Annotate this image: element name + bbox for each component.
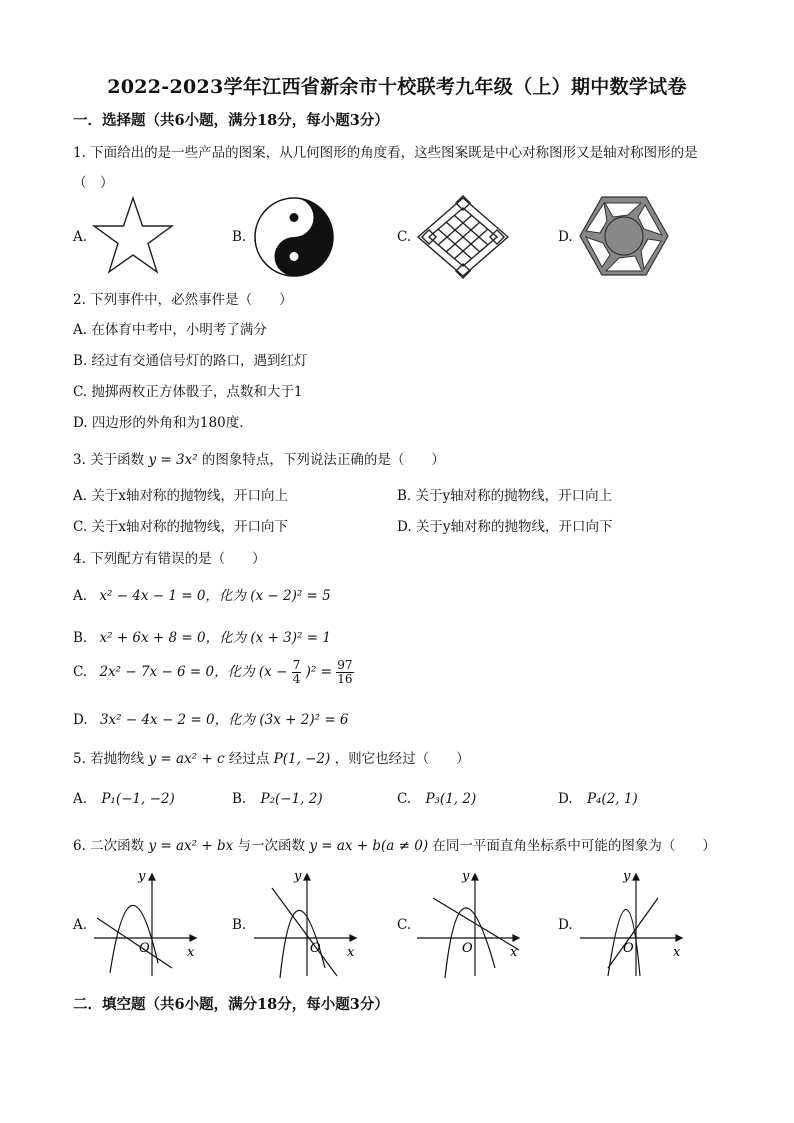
q4-stem: 4. 下列配方有错误的是（ ） bbox=[73, 551, 266, 567]
q1-option-a-label: A. bbox=[73, 229, 88, 245]
q6-a-x-label: x bbox=[187, 945, 195, 960]
q5-option-d-label: D. bbox=[558, 791, 573, 807]
q5-option-c-point: P₃(1, 2) bbox=[425, 791, 477, 807]
q6-option-d-label: D. bbox=[558, 917, 573, 933]
q4-option-c-expr-pre: 2x² − 7x − 6 = 0，化为 (x − bbox=[99, 664, 288, 680]
q4-option-c-fraction-1: $\frac{7}{4}$ bbox=[292, 658, 301, 686]
q5-option-d bbox=[558, 791, 638, 807]
q4-option-c-expr-mid: )² = bbox=[305, 664, 332, 680]
q5-option-b bbox=[232, 791, 323, 807]
q5-stem-mid: 经过点 bbox=[228, 751, 270, 767]
q3-function-expr: y = 3x² bbox=[148, 452, 198, 468]
q4-option-c-label: C. bbox=[73, 664, 88, 680]
q3-stem-post: 的图象特点，下列说法正确的是（ ） bbox=[201, 452, 445, 468]
q2-option-c: C. 抛掷两枚正方体骰子，点数和大于1 bbox=[73, 384, 303, 400]
q6-b-origin-label: O bbox=[310, 941, 321, 956]
q3-option-d: D. 关于y轴对称的抛物线，开口向下 bbox=[397, 519, 613, 535]
q5-option-c bbox=[397, 791, 476, 807]
q2-option-d: D. 四边形的外角和为180度． bbox=[73, 415, 253, 431]
q5-option-b-point: P₂(−1, 2) bbox=[260, 791, 323, 807]
q4-option-b bbox=[73, 626, 331, 646]
q3-option-b: B. 关于y轴对称的抛物线，开口向上 bbox=[397, 488, 613, 504]
q1-option-c-label: C. bbox=[397, 229, 412, 245]
q6-c-x-label: x bbox=[510, 945, 518, 960]
q3-option-a: A. 关于x轴对称的抛物线，开口向上 bbox=[73, 488, 288, 504]
q6-option-b-label: B. bbox=[232, 917, 247, 933]
q5-option-d-point: P₄(2, 1) bbox=[586, 791, 638, 807]
q2-option-a: A. 在体育中考中，小明考了满分 bbox=[73, 322, 267, 338]
q4-option-a-expr: x² − 4x − 1 = 0，化为 (x − 2)² = 5 bbox=[99, 588, 331, 604]
q4-option-d-expr: 3x² − 4x − 2 = 0，化为 (3x + 2)² = 6 bbox=[99, 712, 349, 728]
yin-yang-icon bbox=[253, 196, 335, 278]
q6-option-a-label: A. bbox=[73, 917, 88, 933]
q1-blank: （ ） bbox=[73, 175, 114, 191]
q6-a-y-label: y bbox=[138, 869, 146, 884]
q5-option-b-label: B. bbox=[232, 791, 247, 807]
q5-option-a-label: A. bbox=[73, 791, 88, 807]
q4-option-d-label: D. bbox=[73, 712, 88, 728]
q1-stem: 1. 下面给出的是一些产品的图案，从几何图形的角度看，这些图案既是中心对称图形又是轴对称图形的是 bbox=[73, 145, 698, 161]
section-header-choice: 一．选择题（共6小题，满分18分，每小题3分） bbox=[73, 112, 389, 129]
q6-b-x-label: x bbox=[347, 945, 355, 960]
q6-stem-mid: 与一次函数 bbox=[237, 838, 306, 854]
q6-a-origin-label: O bbox=[139, 941, 150, 956]
chinese-knot-icon bbox=[415, 195, 511, 279]
q5-point-p: P(1, −2) bbox=[273, 751, 331, 767]
q6-stem-pre: 6. 二次函数 bbox=[73, 838, 145, 854]
q6-c-y-label: y bbox=[462, 869, 470, 884]
q4-option-a-label: A. bbox=[73, 588, 88, 604]
hexagon-pinwheel-icon bbox=[578, 195, 670, 277]
q4-option-c-fraction-2: $\frac{97}{16}$ bbox=[337, 658, 353, 686]
q6-graph-d bbox=[578, 868, 688, 980]
q6-d-origin-label: O bbox=[623, 941, 634, 956]
q6-d-x-label: x bbox=[673, 945, 681, 960]
q5-option-a-point: P₁(−1, −2) bbox=[101, 791, 175, 807]
q5-option-a bbox=[73, 791, 175, 807]
q4-option-b-expr: x² + 6x + 8 = 0，化为 (x + 3)² = 1 bbox=[99, 630, 331, 646]
q4-option-d bbox=[73, 708, 349, 728]
q3-option-c: C. 关于x轴对称的抛物线，开口向下 bbox=[73, 519, 289, 535]
q6-linear-expr: y = ax + b(a ≠ 0) bbox=[309, 838, 429, 854]
q6-stem bbox=[73, 834, 716, 854]
q1-option-d-label: D. bbox=[558, 229, 573, 245]
q6-graph-c bbox=[415, 868, 525, 980]
q6-graph-b bbox=[252, 868, 362, 980]
q4-option-c bbox=[73, 659, 354, 686]
q6-c-origin-label: O bbox=[462, 941, 473, 956]
page-title: 2022-2023学年江西省新余市十校联考九年级（上）期中数学试卷 bbox=[107, 76, 687, 98]
q6-b-y-label: y bbox=[294, 869, 302, 884]
q5-function-expr: y = ax² + c bbox=[148, 751, 225, 767]
q6-quadratic-expr: y = ax² + bx bbox=[148, 838, 234, 854]
q5-stem bbox=[73, 747, 470, 767]
q5-stem-post: ，则它也经过（ ） bbox=[334, 751, 470, 767]
q5-stem-pre: 5. 若抛物线 bbox=[73, 751, 145, 767]
q5-option-c-label: C. bbox=[397, 791, 412, 807]
q2-stem: 2. 下列事件中，必然事件是（ ） bbox=[73, 292, 293, 308]
q4-option-b-label: B. bbox=[73, 630, 88, 646]
q6-option-c-label: C. bbox=[397, 917, 412, 933]
q6-graph-a bbox=[92, 868, 202, 980]
q4-option-a bbox=[73, 584, 331, 604]
q3-stem-pre: 3. 关于函数 bbox=[73, 452, 145, 468]
q6-d-y-label: y bbox=[623, 869, 631, 884]
q6-stem-post: 在同一平面直角坐标系中可能的图象为（ ） bbox=[432, 838, 716, 854]
q3-stem bbox=[73, 448, 445, 468]
q2-option-b: B. 经过有交通信号灯的路口，遇到红灯 bbox=[73, 353, 308, 369]
section-header-fill-blank: 二．填空题（共6小题，满分18分，每小题3分） bbox=[73, 996, 389, 1013]
star-icon bbox=[90, 196, 176, 278]
q1-option-b-label: B. bbox=[232, 229, 247, 245]
